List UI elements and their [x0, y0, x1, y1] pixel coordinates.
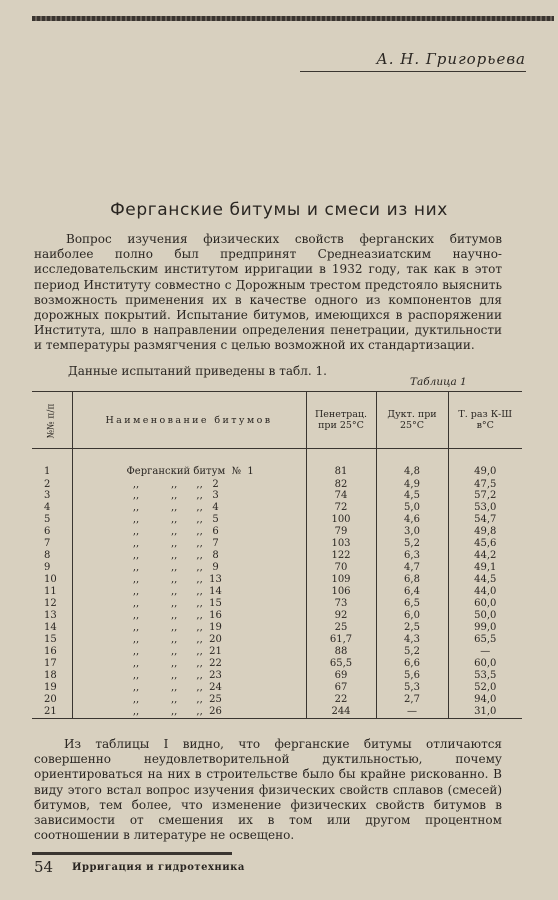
ductility-value: 6,0	[376, 610, 448, 622]
penetration-value: 109	[306, 574, 376, 586]
row-number: 18	[44, 670, 57, 682]
penetration-value: 122	[306, 550, 376, 562]
row-number: 9	[44, 562, 51, 574]
bitumen-name: ,, ,, ,, 15	[72, 598, 306, 610]
softening-point-value: 60,0	[448, 598, 522, 610]
penetration-value: 65,5	[306, 658, 376, 670]
ductility-value: 4,7	[376, 562, 448, 574]
row-number: 3	[44, 490, 51, 502]
table-row	[32, 478, 522, 490]
ductility-value: 5,2	[376, 538, 448, 550]
ductility-value: 6,3	[376, 550, 448, 562]
bitumen-name: ,, ,, ,, 26	[72, 706, 306, 719]
row-number: 4	[44, 502, 51, 514]
table-row	[32, 526, 522, 538]
header-softening-point: Т. раз К-Ш в°C	[448, 392, 522, 449]
table-row	[32, 502, 522, 514]
softening-point-value: 49,0	[448, 449, 522, 479]
conclusion-paragraph: Из таблицы I видно, что ферганские битумы отличаются совершенно неудовлетворительной дуктильностью, почему ориентироваться на них в строительстве было бы крайне рискованно. В виду этого встал вопрос изучения физических свойств сплавов (смесей) битумов, тем более, что изменение физических свойств битумов в зависимости от смешения их в том или другом процентном соотношении в литературе не освещено.	[34, 737, 502, 843]
penetration-value: 74	[306, 490, 376, 502]
ductility-value: 6,8	[376, 574, 448, 586]
table-row	[32, 550, 522, 562]
penetration-value: 61,7	[306, 634, 376, 646]
table-row	[32, 634, 522, 646]
bitumen-name: ,, ,, ,, 25	[72, 694, 306, 706]
penetration-value: 88	[306, 646, 376, 658]
penetration-value: 92	[306, 610, 376, 622]
bitumen-name: ,, ,, ,, 4	[72, 502, 306, 514]
softening-point-value: 54,7	[448, 514, 522, 526]
table-header-row	[32, 392, 522, 449]
article-title: Ферганские битумы и смеси из них	[110, 200, 448, 220]
bitumen-name: ,, ,, ,, 21	[72, 646, 306, 658]
penetration-value: 103	[306, 538, 376, 550]
ductility-value: 4,5	[376, 490, 448, 502]
ductility-value: 5,2	[376, 646, 448, 658]
bitumen-name: ,, ,, ,, 5	[72, 514, 306, 526]
footer-rule	[32, 852, 232, 855]
penetration-value: 106	[306, 586, 376, 598]
ductility-value: 5,3	[376, 682, 448, 694]
row-number: 14	[44, 622, 57, 634]
ductility-value: 6,6	[376, 658, 448, 670]
bitumen-name: ,, ,, ,, 24	[72, 682, 306, 694]
softening-point-value: 65,5	[448, 634, 522, 646]
ductility-value: 5,6	[376, 670, 448, 682]
softening-point-value: 94,0	[448, 694, 522, 706]
table-row	[32, 562, 522, 574]
row-number: 17	[44, 658, 57, 670]
bitumen-name: ,, ,, ,, 6	[72, 526, 306, 538]
row-number: 12	[44, 598, 57, 610]
row-number: 11	[44, 586, 57, 598]
penetration-value: 73	[306, 598, 376, 610]
penetration-value: 79	[306, 526, 376, 538]
row-number: 10	[44, 574, 57, 586]
softening-point-value: —	[448, 646, 522, 658]
row-number: 21	[32, 706, 72, 719]
table-row	[32, 598, 522, 610]
row-number: 19	[44, 681, 57, 693]
row-number: 8	[44, 550, 51, 562]
bitumen-name: ,, ,, ,, 14	[72, 586, 306, 598]
table-row	[32, 622, 522, 634]
ductility-value: 6,5	[376, 598, 448, 610]
ductility-value: 2,5	[376, 622, 448, 634]
softening-point-value: 49,8	[448, 526, 522, 538]
table-row	[32, 694, 522, 706]
table-row	[32, 646, 522, 658]
table-row	[32, 538, 522, 550]
table-row	[32, 449, 522, 479]
ductility-value: 4,6	[376, 514, 448, 526]
softening-point-value: 45,6	[448, 538, 522, 550]
header-penetration: Пенетрац. при 25°C	[306, 392, 376, 449]
ductility-value: 3,0	[376, 526, 448, 538]
bitumen-name: Ферганский битум № 1	[72, 449, 306, 479]
bitumen-name: ,, ,, ,, 19	[72, 622, 306, 634]
bitumen-name: ,, ,, ,, 16	[72, 610, 306, 622]
ductility-value: 5,0	[376, 502, 448, 514]
header-number: №№ п/п	[32, 392, 72, 449]
header-bitumen-name: Наименование битумов	[72, 392, 306, 449]
softening-point-value: 50,0	[448, 610, 522, 622]
softening-point-value: 60,0	[448, 658, 522, 670]
bitumen-name: ,, ,, ,, 7	[72, 538, 306, 550]
row-number: 1	[44, 466, 51, 478]
row-number: 20	[44, 693, 57, 705]
table-row	[32, 514, 522, 526]
row-number: 5	[44, 514, 51, 526]
penetration-value: 67	[306, 682, 376, 694]
softening-point-value: 44,0	[448, 586, 522, 598]
table-reference-line: Данные испытаний приведены в табл. 1.	[68, 364, 327, 378]
penetration-value: 81	[306, 449, 376, 479]
softening-point-value: 99,0	[448, 622, 522, 634]
softening-point-value: 44,5	[448, 574, 522, 586]
penetration-value: 70	[306, 562, 376, 574]
journal-name: Ирригация и гидротехника	[72, 862, 245, 873]
penetration-value: 82	[306, 478, 376, 490]
softening-point-value: 49,1	[448, 562, 522, 574]
bitumen-name: ,, ,, ,, 13	[72, 574, 306, 586]
ductility-value: 4,8	[376, 449, 448, 479]
penetration-value: 72	[306, 502, 376, 514]
softening-point-value: 53,5	[448, 670, 522, 682]
bitumen-name: ,, ,, ,, 9	[72, 562, 306, 574]
author-name: А. Н. Григорьева	[300, 50, 526, 72]
ductility-value: 4,3	[376, 634, 448, 646]
table-row	[32, 586, 522, 598]
table-row	[32, 574, 522, 586]
softening-point-value: 44,2	[448, 550, 522, 562]
bitumen-test-table	[32, 391, 522, 719]
table-body	[32, 449, 522, 719]
table-row	[32, 610, 522, 622]
header-ductility: Дукт. при 25°C	[376, 392, 448, 449]
ductility-value: —	[376, 706, 448, 719]
penetration-value: 244	[306, 706, 376, 719]
bitumen-name: ,, ,, ,, 8	[72, 550, 306, 562]
ductility-value: 2,7	[376, 694, 448, 706]
bitumen-name: ,, ,, ,, 2	[72, 478, 306, 490]
penetration-value: 100	[306, 514, 376, 526]
row-number: 6	[44, 526, 51, 538]
bitumen-name: ,, ,, ,, 20	[72, 634, 306, 646]
top-decorative-rule	[32, 16, 554, 21]
bitumen-name: ,, ,, ,, 23	[72, 670, 306, 682]
softening-point-value: 53,0	[448, 502, 522, 514]
ductility-value: 6,4	[376, 586, 448, 598]
table-row	[32, 490, 522, 502]
penetration-value: 22	[306, 694, 376, 706]
softening-point-value: 57,2	[448, 490, 522, 502]
bitumen-name: ,, ,, ,, 22	[72, 658, 306, 670]
row-number: 13	[44, 610, 57, 622]
bitumen-name: ,, ,, ,, 3	[72, 490, 306, 502]
row-number: 2	[44, 478, 51, 490]
penetration-value: 69	[306, 670, 376, 682]
intro-paragraph: Вопрос изучения физических свойств ферганских битумов наиболее полно был предпринят Среднеазиатским научно-исследовательским институтом ирригации в 1932 году, так как в этот период Институту совместно с Дорожным трестом предстояло выяснить возможность применения их в качестве одного из компонентов для дорожных покрытий. Испытание битумов, имеющихся в распоряжении Института, шло в направлении определения пенетрации, дуктильности и температуры размягчения с целью возможной их стандартизации.	[34, 232, 502, 353]
softening-point-value: 47,5	[448, 478, 522, 490]
softening-point-value: 31,0	[448, 706, 522, 719]
table-row	[32, 670, 522, 682]
penetration-value: 25	[306, 622, 376, 634]
table-label: Таблица 1	[410, 376, 467, 388]
row-number: 16	[44, 646, 57, 658]
softening-point-value: 52,0	[448, 682, 522, 694]
table-row	[32, 682, 522, 694]
row-number: 7	[44, 538, 51, 550]
ductility-value: 4,9	[376, 478, 448, 490]
table-row	[32, 706, 522, 719]
row-number: 15	[44, 634, 57, 646]
page-number: 54	[34, 858, 54, 876]
table-row	[32, 658, 522, 670]
